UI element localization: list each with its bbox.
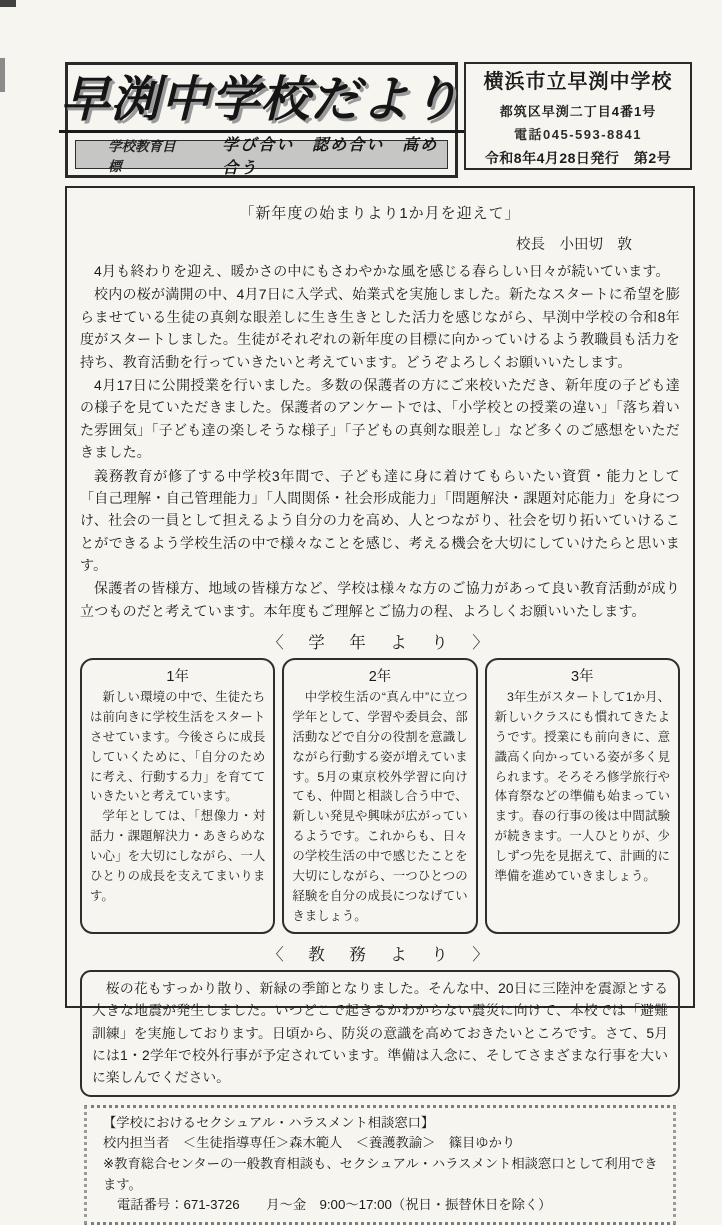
scan-artifact	[0, 58, 5, 92]
grade-box-year1	[80, 658, 275, 934]
kyomu-box	[80, 970, 680, 1096]
grade-box-paragraph: 3年生がスタートして1か月、新しいクラスにも慣れてきたようです。授業にも前向きに、意識高く向かっている姿が多く見られます。そろそろ修学旅行や体育祭などの準備も始まっています。春の行事の後は中間試験が続きます。一人ひとりが、少しずつ先を見据えて、計画的に準備を進めていきましょう。	[494, 690, 670, 883]
school-goal-text: 学び合い 認め合い 高め合う	[222, 136, 439, 177]
grade-box-year2	[282, 658, 477, 934]
school-address: 都筑区早渕二丁目4番1号	[499, 103, 657, 119]
kyomu-paragraph: 桜の花もすっかり散り、新緑の季節となりました。そんな中、20日に三陸沖を震源とする大きな地震が発生しました。いつどこで起きるかわからない震災に向けて、本校では「避難訓練」を実施しております。日頃から、防災の意識を高めておきたいところです。さて、5月には1・2学年で校外行事が予定されています。準備は入念に、そしてさまざまな行事を大いに楽しんでください。	[92, 981, 668, 1085]
consultation-title: 【学校におけるセクシュアル・ハラスメント相談窓口】	[103, 1114, 435, 1130]
newsletter-title-wrap	[60, 65, 461, 140]
kyomu-section-heading: 〈 教 務 よ り 〉	[267, 946, 493, 965]
article-paragraph: 校内の桜が満開の中、4月7日に入学式、始業式を実施しました。新たなスタートに希望を膨らませている生徒の真剣な眼差しに生き生きとした活力を感じながら、早渕中学校の令和8年度がスタートしました。生徒がそれぞれの新年度の目標に向かっていけるよう教職員も活力を持ち、教育活動を行っていきたいと考えています。どうぞよろしくお願いいたします。	[80, 286, 680, 370]
article-title: 「新年度の始まりより1か月を迎えて」	[239, 205, 521, 222]
grade-box-year3	[485, 658, 680, 934]
article-paragraph: 4月も終わりを迎え、暖かさの中にもさわやかな風を感じる春らしい日々が続いています。	[94, 263, 670, 279]
principal-byline: 校長 小田切 敦	[516, 237, 632, 253]
consultation-phone: 電話番号：671-3726 月～金 9:00～17:00（祝日・振替休日を除く）	[117, 1197, 552, 1213]
school-phone: 電話045-593-8841	[514, 126, 642, 142]
scan-artifact	[0, 0, 16, 7]
grade-section-heading: 〈 学 年 よ り 〉	[267, 634, 493, 653]
newsletter-title: 早渕中学校だより	[59, 73, 465, 133]
harassment-consultation-box	[84, 1105, 676, 1225]
grade-box-paragraph: 中学校生活の“真ん中”に立つ学年として、学習や委員会、部活動などで自分の役割を意識しながら行動する姿が増えています。5月の東京校外学習に向けても、仲間と相談し合う中で、新しい発見や興味が広がっているようです。これからも、日々の学校生活の中で感じたことを大切にしながら、一つひとつの経験を自分の成長につなげていきましょう。	[292, 690, 468, 923]
grade-box-title: 2年	[368, 669, 392, 686]
school-goal-label: 学校教育目標	[108, 138, 176, 174]
masthead-title-box	[60, 62, 461, 178]
consultation-staff: 校内担当者 ＜生徒指導専任＞森木範人 ＜養護教諭＞ 篠目ゆかり	[103, 1135, 516, 1151]
grade-box-paragraph: 新しい環境の中で、生徒たちは前向きに学校生活をスタートさせています。今後さらに成長していくために、「自分のために考え、行動する力」を育てていきたいと考えています。	[90, 690, 266, 804]
masthead-info-box	[464, 62, 692, 170]
grade-boxes-row	[80, 658, 680, 934]
issue-date: 令和8年4月28日発行 第2号	[484, 149, 672, 166]
school-goal-bar	[75, 136, 448, 177]
consultation-note: ※教育総合センターの一般教育相談も、セクシュアル・ハラスメント相談窓口として利用できます。	[103, 1155, 658, 1192]
article-paragraph: 4月17日に公開授業を行いました。多数の保護者の方にご来校いただき、新年度の子ども達の様子を見ていただきました。保護者のアンケートでは、「小学校との授業の違い」「落ち着いた雰囲気」「子ども達の楽しそうな様子」「子どもの真剣な眼差し」など多くのご感想をいただきました。	[80, 376, 680, 461]
grade-box-paragraph: 学年としては、「想像力・対話力・課題解決力・あきらめない心」を大切にしながら、一人ひとりの成長を支えてまいります。	[90, 809, 266, 903]
grade-box-title: 3年	[571, 669, 594, 686]
content-frame	[65, 186, 695, 1213]
article-paragraph: 義務教育が修了する中学校3年間で、子ども達に身に着けてもらいたい資質・能力として「自己理解・自己管理能力」「人間関係・社会形成能力」「問題解決・課題対応能力」を身につけ、社会の一員として担えるよう自分の力を高め、人とつながり、社会を切り拓いていけることができるよう学校生活の中で様々なことを感じ、考える機会を大切にしていけたらと思います。	[80, 467, 680, 574]
article-paragraph: 保護者の皆様方、地域の皆様方など、学校は様々な方のご協力があって良い教育活動が成り立つものだと考えています。本年度もご理解とご協力の程、よろしくお願いいたします。	[80, 580, 680, 619]
school-name: 横浜市立早渕中学校	[483, 70, 673, 93]
grade-box-title: 1年	[166, 669, 189, 686]
